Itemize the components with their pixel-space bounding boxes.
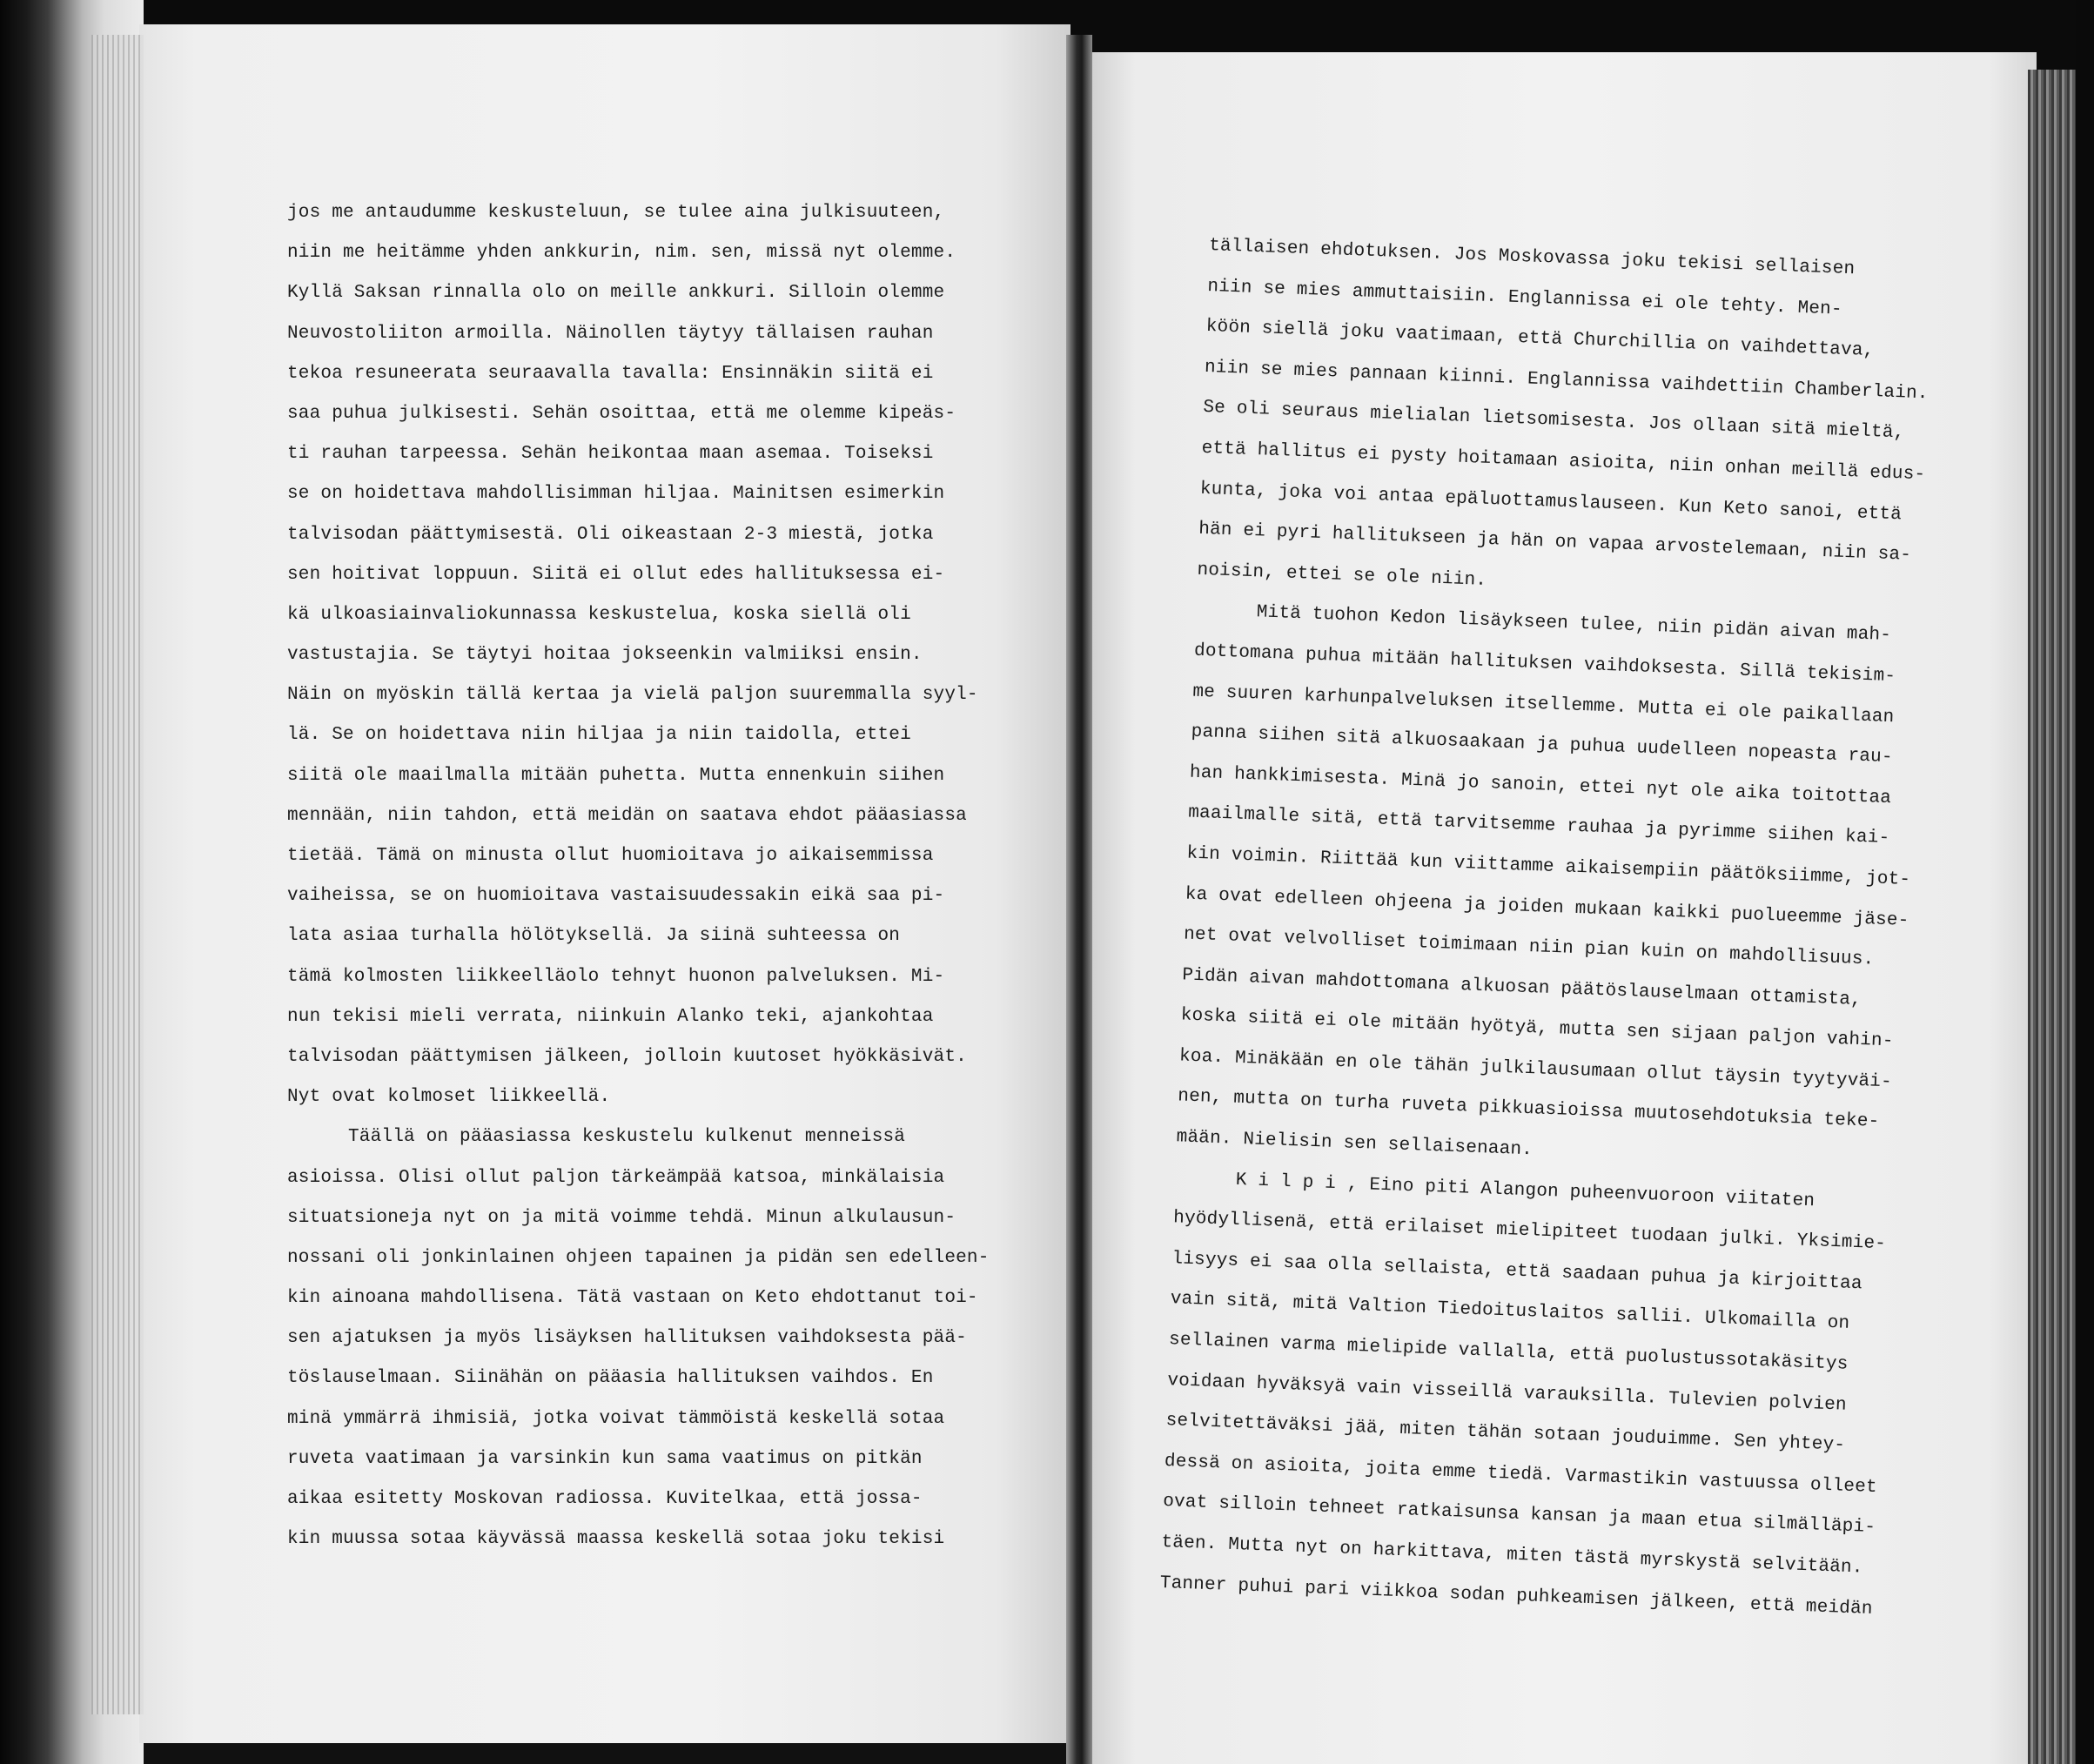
text-line: sen ajatuksen ja myös lisäyksen hallituksen vaihdoksesta pää-: [287, 1328, 967, 1349]
text-line: Kyllä Saksan rinnalla olo on meille ankkuri. Silloin olemme: [287, 283, 945, 304]
text-line: nossani oli jonkinlainen ohjeen tapainen ja pidän sen edelleen-: [287, 1247, 990, 1268]
book-gutter: [1066, 35, 1092, 1764]
text-line: vain sitä, mitä Valtion Tiedoituslaitos sallii. Ulkomailla on: [1170, 1289, 1850, 1335]
text-line: kunta, joka voi antaa epäluottamuslauseen. Kun Keto sanoi, että: [1199, 479, 1903, 525]
text-line: tietää. Tämä on minusta ollut huomioitava jo aikaisemmissa: [287, 846, 934, 866]
text-line: Näin on myöskin tällä kertaa ja vielä paljon suuremmalla syyl-: [287, 685, 978, 706]
text-line: Pidän aivan mahdottomana alkuosan päätöslauselmaan ottamista,: [1182, 965, 1862, 1010]
text-line: niin se mies ammuttaisiin. Englannissa ei ole tehty. Men-: [1207, 276, 1843, 320]
text-line: mennään, niin tahdon, että meidän on saatava ehdot pääasiassa: [287, 805, 967, 826]
text-line: mään. Nielisin sen sellaisenaan.: [1176, 1127, 1534, 1161]
text-line: panna siihen sitä alkuosaakaan ja puhua uudelleen nopeasta rau-: [1191, 721, 1894, 768]
text-line: kin voimin. Riittää kun viittamme aikaisempiin päätöksiimme, jot-: [1186, 843, 1911, 890]
text-line: net ovat velvolliset toimimaan niin pian kuin on mahdollisuus.: [1183, 924, 1875, 970]
text-line: noisin, ettei se ole niin.: [1197, 560, 1487, 591]
text-line: jos me antaudumme keskusteluun, se tulee aina julkisuuteen,: [287, 203, 945, 223]
text-line: Se oli seuraus mielialan lietsomisesta. Jos ollaan sitä mieltä,: [1202, 398, 1905, 444]
page-stack-left: [91, 35, 144, 1714]
left-page-text: [287, 193, 990, 1559]
speaker-line: K i l p i , Eino piti Alangon puheenvuoroon viitaten: [1235, 1170, 1815, 1211]
text-line: tämä kolmosten liikkeelläolo tehnyt huonon palveluksen. Mi-: [287, 966, 945, 987]
text-line: lä. Se on hoidettava niin hiljaa ja niin taidolla, ettei: [287, 725, 911, 746]
page-stack-right: [2028, 70, 2080, 1764]
text-line: nun tekisi mieli verrata, niinkuin Alanko teki, ajankohtaa: [287, 1006, 934, 1027]
text-line: koska siitä ei ole mitään hyötyä, mutta sen sijaan paljon vahin-: [1180, 1005, 1894, 1052]
text-line: lata asiaa turhalla hölötyksellä. Ja siinä suhteessa on: [287, 926, 901, 947]
paragraph-start-line: Täällä on pääasiassa keskustelu kulkenut menneissä: [348, 1127, 906, 1148]
text-line: niin se mies pannaan kiinni. Englannissa vaihdettiin Chamberlain.: [1204, 357, 1930, 405]
text-line: se on hoidettava mahdollisimman hiljaa. Mainitsen esimerkin: [287, 484, 945, 505]
text-line: hyödyllisenä, että erilaiset mielipiteet tuodaan julki. Yksimie-: [1172, 1208, 1887, 1255]
paragraph-start-line: Mitä tuohon Kedon lisäykseen tulee, niin pidän aivan mah-: [1256, 602, 1892, 647]
text-line: vaiheissa, se on huomioitava vastaisuudessakin eikä saa pi-: [287, 886, 945, 907]
text-line: minä ymmärrä ihmisiä, jotka voivat tämmöistä keskellä sotaa: [287, 1408, 945, 1429]
text-line: ti rauhan tarpeessa. Sehän heikontaa maan asemaa. Toiseksi: [287, 444, 934, 465]
background-edge: [2076, 0, 2094, 1764]
text-line: dottomana puhua mitään hallituksen vaihdoksesta. Sillä tekisim-: [1193, 641, 1896, 687]
text-line: köön siellä joku vaatimaan, että Churchillia on vaihdettava,: [1205, 317, 1875, 362]
text-line: Tanner puhui pari viikkoa sodan puhkeamisen jälkeen, että meidän: [1159, 1573, 1874, 1620]
text-line: töslauselmaan. Siinähän on pääasia hallituksen vaihdos. En: [287, 1368, 934, 1389]
text-line: nen, mutta on turha ruveta pikkuasioissa muutosehdotuksia teke-: [1177, 1086, 1880, 1133]
text-line: tekoa resuneerata seuraavalla tavalla: Ensinnäkin siitä ei: [287, 363, 934, 384]
text-line: situatsioneja nyt on ja mitä voimme tehdä. Minun alkulausun-: [287, 1207, 956, 1228]
text-line: voidaan hyväksyä vain visseillä varauksilla. Tulevien polvien: [1166, 1370, 1848, 1416]
text-line: sen hoitivat loppuun. Siitä ei ollut edes hallituksessa ei-: [287, 564, 945, 585]
text-line: sellainen varma mielipide vallalla, että puolustussotakäsitys: [1168, 1330, 1849, 1375]
text-line: saa puhua julkisesti. Sehän osoittaa, että me olemme kipeäs-: [287, 403, 956, 424]
text-line: ruveta vaatimaan ja varsinkin kun sama vaatimus on pitkän: [287, 1448, 923, 1469]
text-line: Nyt ovat kolmoset liikkeellä.: [287, 1087, 611, 1108]
text-line: kä ulkoasiainvaliokunnassa keskustelua, koska siellä oli: [287, 604, 911, 625]
text-line: asioissa. Olisi ollut paljon tärkeämpää katsoa, minkälaisia: [287, 1167, 945, 1188]
text-line: Neuvostoliiton armoilla. Näinollen täytyy tällaisen rauhan: [287, 323, 934, 344]
text-line: maailmalle sitä, että tarvitsemme rauhaa ja pyrimme siihen kai-: [1187, 802, 1890, 849]
text-line: aikaa esitetty Moskovan radiossa. Kuvitelkaa, että jossa-: [287, 1489, 923, 1509]
text-line: lisyys ei saa olla sellaista, että saadaan puhua ja kirjoittaa: [1171, 1249, 1863, 1295]
text-line: siitä ole maailmalla mitään puhetta. Mutta ennenkuin siihen: [287, 765, 945, 786]
text-line: talvisodan päättymisestä. Oli oikeastaan 2-3 miestä, jotka: [287, 524, 934, 545]
right-page-text: [1159, 226, 1940, 1631]
text-line: kin muussa sotaa käyvässä maassa keskellä sotaa joku tekisi: [287, 1529, 945, 1550]
text-line: dessä on asioita, joita emme tiedä. Varmastikin vastuussa olleet: [1164, 1451, 1878, 1498]
text-line: ka ovat edelleen ohjeena ja joiden mukaan kaikki puolueemme jäse-: [1185, 883, 1909, 931]
text-line: talvisodan päättymisen jälkeen, jolloin kuutoset hyökkäsivät.: [287, 1046, 967, 1067]
text-line: kin ainoana mahdollisena. Tätä vastaan on Keto ehdottanut toi-: [287, 1288, 978, 1309]
text-line: täen. Mutta nyt on harkittava, miten tästä myrskystä selvitään.: [1161, 1532, 1863, 1579]
text-line: tällaisen ehdotuksen. Jos Moskovassa joku tekisi sellaisen: [1208, 235, 1856, 280]
text-line: vastustajia. Se täytyi hoitaa jokseenkin valmiiksi ensin.: [287, 645, 923, 666]
text-line: hän ei pyri hallitukseen ja hän on vapaa arvostelemaan, niin sa-: [1198, 519, 1912, 566]
text-line: han hankkimisesta. Minä jo sanoin, ettei nyt ole aika toitottaa: [1189, 762, 1892, 808]
text-line: me suuren karhunpalveluksen itsellemme. Mutta ei ole paikallaan: [1191, 681, 1895, 728]
text-line: että hallitus ei pysty hoitamaan asioita, niin onhan meillä edus-: [1201, 438, 1926, 486]
text-line: ovat silloin tehneet ratkaisunsa kansan ja maan etua silmälläpi-: [1162, 1492, 1876, 1539]
text-line: selvitettäväksi jää, miten tähän sotaan jouduimme. Sen yhtey-: [1165, 1411, 1846, 1456]
text-line: koa. Minäkään en ole tähän julkilausumaan ollut täysin tyytyväi-: [1178, 1046, 1893, 1093]
text-line: niin me heitämme yhden ankkurin, nim. sen, missä nyt olemme.: [287, 243, 956, 264]
